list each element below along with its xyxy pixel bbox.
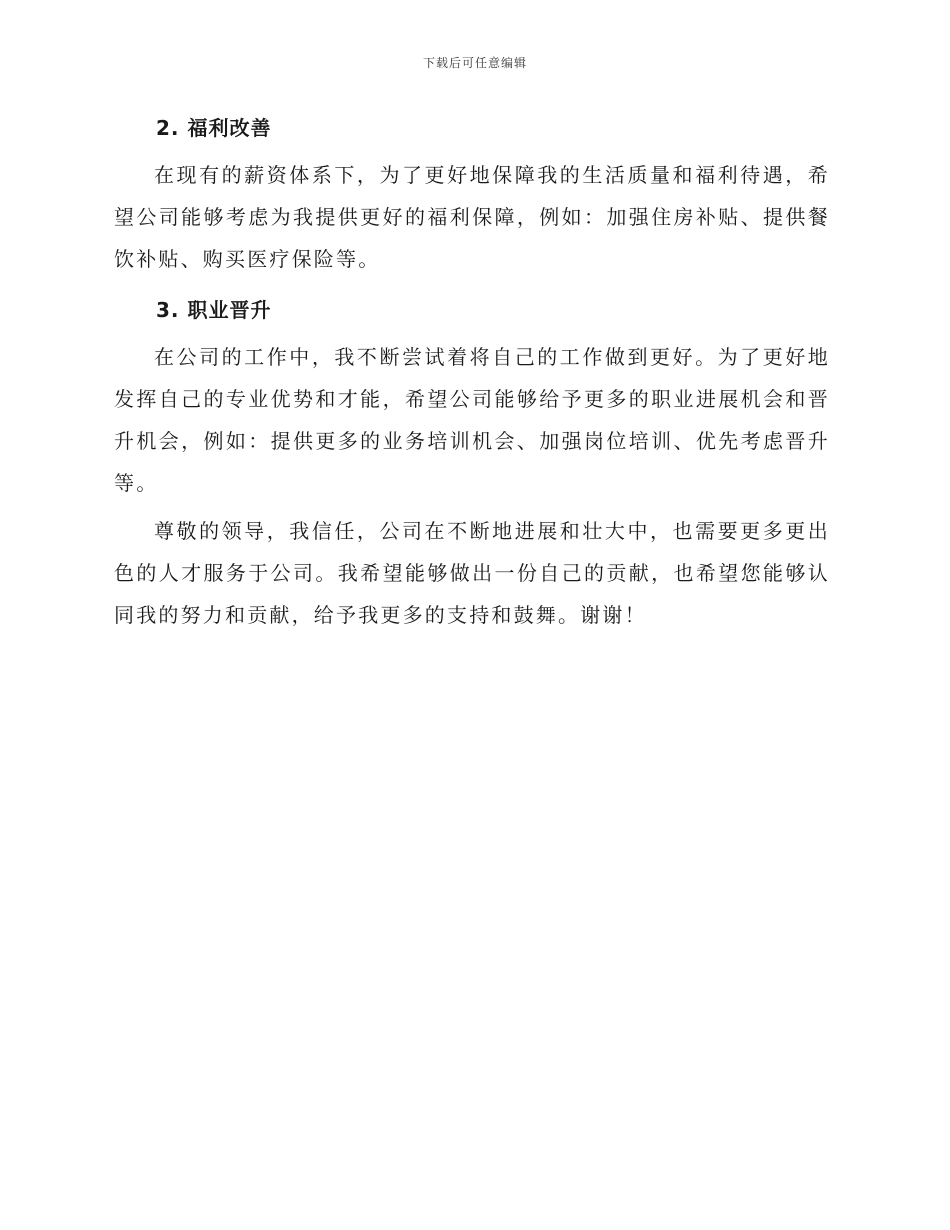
- section-heading-promotion: 3. 职业晋升: [156, 298, 272, 322]
- spacer: [114, 280, 830, 290]
- section-heading-welfare: 2. 福利改善: [156, 116, 272, 140]
- paragraph-closing: 尊敬的领导，我信任，公司在不断地进展和壮大中，也需要更多更出色的人才服务于公司。我希望能够做出一份自己的贡献，也希望您能够认同我的努力和贡献，给予我更多的支持和鼓舞。谢谢！: [114, 519, 830, 627]
- page-header-note: 下载后可任意编辑: [422, 56, 527, 70]
- paragraph-welfare: 在现有的薪资体系下，为了更好地保障我的生活质量和福利待遇，希望公司能够考虑为我提供更好的福利保障，例如：加强住房补贴、提供餐饮补贴、购买医疗保险等。: [114, 163, 830, 271]
- paragraph-promotion: 在公司的工作中，我不断尝试着将自己的工作做到更好。为了更好地发挥自己的专业优势和才能，希望公司能够给予更多的职业进展机会和晋升机会，例如：提供更多的业务培训机会、加强岗位培训、优先考虑晋升等。: [114, 345, 830, 495]
- document-body: [114, 108, 830, 636]
